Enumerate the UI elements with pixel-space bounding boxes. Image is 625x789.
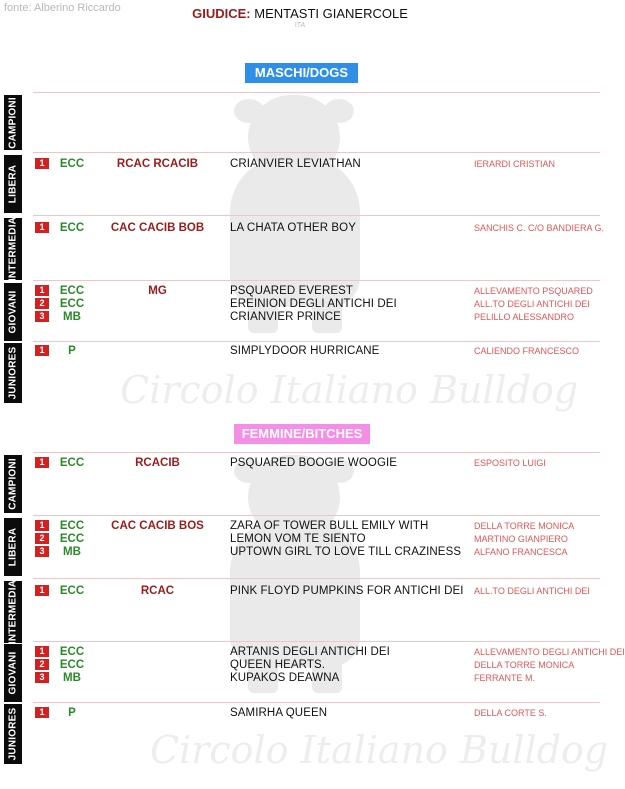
class-divider (33, 452, 600, 453)
qualification: ECC (59, 520, 85, 532)
judge-heading (0, 6, 600, 21)
owner-name: ALL.TO DEGLI ANTICHI DEI (474, 586, 590, 596)
rank-badge: 1 (35, 646, 49, 657)
dog-name: UPTOWN GIRL TO LOVE TILL CRAZINESS (230, 546, 462, 558)
qualification: MB (63, 672, 81, 684)
qualification: ECC (59, 659, 85, 671)
owner-name: ALFANO FRANCESCA (474, 547, 568, 557)
class-divider (33, 215, 600, 216)
dog-name: CRIANVIER LEVIATHAN (230, 158, 361, 170)
rank-badge: 2 (35, 659, 49, 670)
rank-badge: 1 (35, 707, 49, 718)
owner-name: CALIENDO FRANCESCO (474, 346, 580, 356)
dog-name: PSQUARED BOOGIE WOOGIE (230, 457, 398, 469)
class-divider (33, 515, 600, 516)
qualification: P (68, 345, 76, 357)
result-row (0, 344, 600, 358)
result-row (0, 658, 600, 672)
qualification: ECC (59, 533, 85, 545)
result-row (0, 584, 600, 598)
rank-badge: 1 (35, 285, 49, 296)
dog-name: SIMPLYDOOR HURRICANE (230, 345, 380, 357)
owner-name: ALL.TO DEGLI ANTICHI DEI (474, 299, 590, 309)
class-divider (33, 341, 600, 342)
class-label-text: JUNIORES (7, 707, 19, 761)
result-row (0, 706, 600, 720)
females-section-title: FEMMINE/BITCHES (234, 424, 370, 444)
owner-name: DELLA TORRE MONICA (474, 660, 575, 670)
rank-badge: 1 (35, 585, 49, 596)
qualification: MB (63, 311, 81, 323)
rank-badge: 2 (35, 533, 49, 544)
result-row (0, 221, 605, 235)
qualification: ECC (59, 285, 85, 297)
class-divider (33, 578, 600, 579)
qualification: ECC (59, 222, 85, 234)
qualification: MB (63, 546, 81, 558)
result-row (0, 645, 625, 659)
class-label-text: INTERMEDIA (7, 216, 19, 282)
award: RCAC (140, 585, 175, 597)
result-row (0, 157, 600, 171)
award: CAC CACIB BOS (111, 520, 204, 532)
owner-name: ALLEVAMENTO DEGLI ANTICHI DEI (474, 647, 625, 657)
qualification: ECC (59, 457, 85, 469)
result-row (0, 545, 600, 559)
credit: fonte: Alberino Riccardo (4, 2, 121, 14)
class-divider (33, 152, 600, 153)
judge-label: GIUDICE: (192, 6, 251, 21)
class-divider (33, 702, 600, 703)
class-label-text: GIOVANI (7, 651, 19, 695)
award: MG (148, 285, 167, 297)
owner-name: PELILLO ALESSANDRO (474, 312, 575, 322)
rank-badge: 1 (35, 222, 49, 233)
award: CAC CACIB BOB (110, 222, 205, 234)
rank-badge: 1 (35, 345, 49, 356)
owner-name: SANCHIS C. C/O BANDIERA G. (474, 223, 605, 233)
owner-name: ESPOSITO LUIGI (474, 458, 546, 468)
owner-name: DELLA TORRE MONICA (474, 521, 575, 531)
result-row (0, 532, 600, 546)
result-row (0, 310, 600, 324)
qualification: ECC (59, 298, 85, 310)
class-label-text: JUNIORES (7, 346, 19, 400)
qualification: ECC (59, 646, 85, 658)
dog-name: EREINION DEGLI ANTICHI DEI (230, 298, 397, 310)
class-label-text: CAMPIONI (7, 96, 19, 149)
result-row (0, 671, 600, 685)
dog-name: SAMIRHA QUEEN (230, 707, 328, 719)
class-label (4, 95, 22, 150)
rank-badge: 3 (35, 546, 49, 557)
class-divider (33, 92, 600, 93)
qualification: ECC (59, 585, 85, 597)
owner-name: DELLA CORTE S. (474, 708, 547, 718)
result-row (0, 284, 600, 298)
judge-country: ITA (294, 22, 306, 29)
rank-badge: 1 (35, 457, 49, 468)
owner-name: MARTINO GIANPIERO (474, 534, 568, 544)
award: RCACIB (135, 457, 180, 469)
dog-name: KUPAKOS DEAWNA (230, 672, 340, 684)
rank-badge: 3 (35, 672, 49, 683)
result-row (0, 456, 600, 470)
owner-name: ALLEVAMENTO PSQUARED (474, 286, 593, 296)
club-watermark: Circolo Italiano Bulldog (150, 728, 609, 772)
dog-name: QUEEN HEARTS. (230, 659, 326, 671)
class-label-text: INTERMEDIA (7, 579, 19, 645)
qualification: ECC (59, 158, 85, 170)
rank-badge: 1 (35, 520, 49, 531)
class-label-text: CAMPIONI (7, 458, 19, 510)
owner-name: FERRANTE M. (474, 673, 536, 683)
dog-name: CRIANVIER PRINCE (230, 311, 341, 323)
club-watermark: Circolo Italiano Bulldog (120, 368, 579, 412)
owner-name: IERARDI CRISTIAN (474, 159, 556, 169)
rank-badge: 1 (35, 158, 49, 169)
dog-name: PINK FLOYD PUMPKINS FOR ANTICHI DEI (230, 585, 464, 597)
class-divider (33, 280, 600, 281)
result-row (0, 519, 600, 533)
class-label-text: GIOVANI (7, 290, 19, 334)
class-label-text: LIBERA (7, 164, 19, 204)
award: RCAC RCACIB (116, 158, 199, 170)
judge-name: MENTASTI GIANERCOLE (254, 6, 408, 21)
dog-name: ZARA OF TOWER BULL EMILY WITH (230, 520, 429, 532)
dog-name: LA CHATA OTHER BOY (230, 222, 356, 234)
class-divider (33, 641, 600, 642)
dog-name: ARTANIS DEGLI ANTICHI DEI (230, 646, 390, 658)
rank-badge: 3 (35, 311, 49, 322)
males-section-title: MASCHI/DOGS (245, 63, 358, 83)
dog-name: LEMON VOM TE SIENTO (230, 533, 366, 545)
dog-name: PSQUARED EVEREST (230, 285, 354, 297)
result-row (0, 297, 600, 311)
rank-badge: 2 (35, 298, 49, 309)
class-label-text: LIBERA (7, 527, 19, 567)
qualification: P (68, 707, 76, 719)
